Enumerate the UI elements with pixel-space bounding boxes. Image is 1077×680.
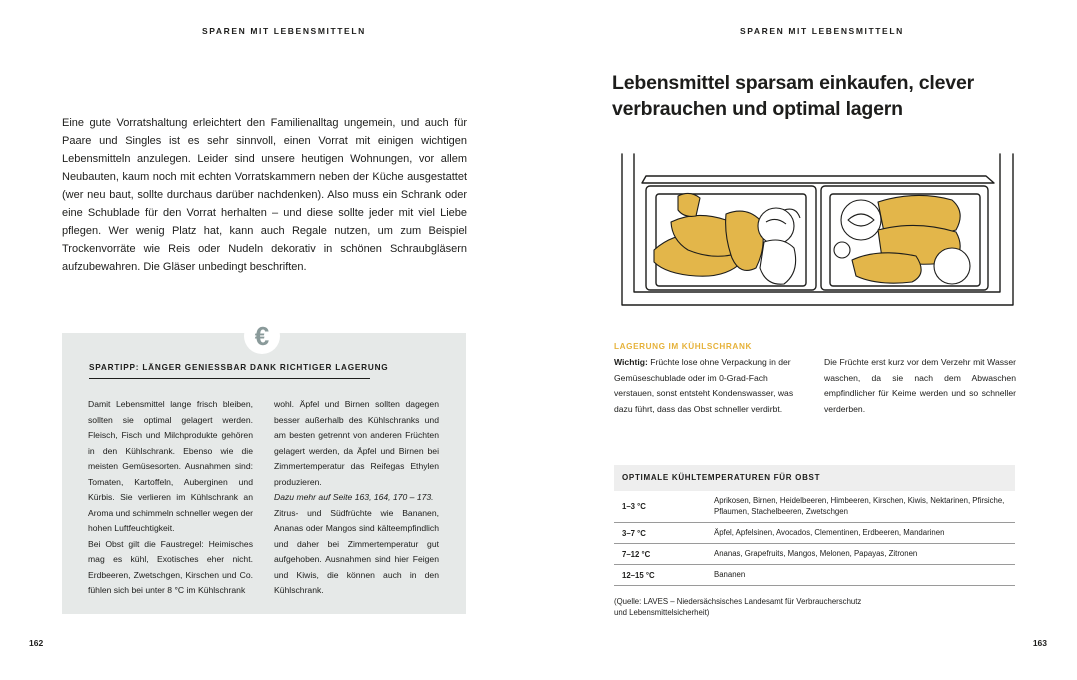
right-page	[538, 0, 1077, 680]
tip-col1-paragraph-2: Bei Obst gilt die Faustregel: Heimisches mag es kühl, Exotisches eher nicht. Erdbeeren, Zwetschgen, Kirschen und Co. fühlen sich bei unter 8 °C im Kühlschrank	[88, 538, 253, 595]
table-header: OPTIMALE KÜHLTEMPERATUREN FÜR OBST	[614, 465, 1015, 491]
page-number-right: 163	[1032, 638, 1047, 648]
tip-column-1	[88, 397, 253, 599]
page-number-left: 162	[29, 638, 44, 648]
temperature-cell: 1–3 °C	[622, 502, 646, 511]
fruits-cell: Ananas, Grapefruits, Mangos, Melonen, Papayas, Zitronen	[714, 548, 918, 558]
table-row	[614, 544, 1015, 565]
left-page: SPAREN MIT LEBENSMITTELN Eine gute Vorratshaltung erleichtert den Familienalltag ungemein, und auch für Paare und Singles ist es sehr sinnvoll, einen Vorrat mit einigen wichtigen Lebensmitteln anzulegen. Leider sind unsere heutigen Wohnungen, vor allem Neubauten, kaum noch mit echten Vorratskammern neben der Küche ausgestattet (wer neu baut, sollte durchaus darüber nachdenken). Also muss ein Schrank oder eine Schublade für den Vorrat herhalten – und diese sollte jeder mit viel Liebe pflegen. Wer wenig Platz hat, kann auch Regale nutzen, um zum Beispiel Trockenvorräte wie Reis oder Nudeln dekorativ in schönen Schraubgläsern aufzubewahren. Die Gläser unbedingt beschriften. SPARTIPP: LÄNGER GENIESSBAR DANK RICHTIGER LAGERUNG Damit Lebensmittel lange frisch bleiben, sollten sie optimal gelagert werden. Fleisch, Fisch und Milchprodukte gehören in den Kühlschrank. Ebenso wie die meisten Gemüsesorten. Ausnahmen sind: Tomaten, Kartoffeln, Auberginen und Kürbis. Sie verlieren im Kühlschrank an Aroma und schimmeln schneller wegen der hohen Luftfeuchtigkeit. Bei Obst gilt die Faustregel: Heimisches mag es kühl, Exotisches eher nicht. Erdbeeren, Zwetschgen, Kirschen und Co. fühlen sich bei unter 8 °C im Kühlschrank wohl. Äpfel und Birnen sollten dagegen besser außerhalb des Kühlschranks und am besten getrennt von anderen Früchten gelagert werden, da Äpfel und Birnen bei Zimmertemperatur das Reifegas Ethylen produzieren. Dazu mehr auf Seite 163, 164, 170 – 173. Zitrus- und Südfrüchte wie Bananen, Ananas oder Mangos sind kälteempfindlich und daher bei Zimmertemperatur gut aufgehoben. Ausnahmen sind hier Feigen und Kiwis, die können auch in den Kühlschrank. € 162	[29, 26, 467, 648]
tip-col2-paragraph-2: Zitrus- und Südfrüchte wie Bananen, Ananas oder Mangos sind kälteempfindlich und daher bei Zimmertemperatur gut aufgehoben. Ausnahmen sind hier Feigen und Kiwis, die können auch in den Kühlschrank.	[274, 507, 439, 595]
tip-title: SPARTIPP: LÄNGER GENIESSBAR DANK RICHTIGER LAGERUNG	[89, 363, 389, 372]
tip-column-2	[274, 397, 439, 599]
temperature-cell: 3–7 °C	[622, 528, 646, 538]
tip-col1-paragraph-1: Damit Lebensmittel lange frisch bleiben, sollten sie optimal gelagert werden. Fleisch, Fisch und Milchprodukte gehören in den Kühlschrank. Ebenso wie die meisten Gemüsesorten. Ausnahmen sind: Tomaten, Kartoffeln, Auberginen und Kürbis. Sie verlieren im Kühlschrank an Aroma und schimmeln schneller wegen der hohen Luftfeuchtigkeit.	[88, 399, 253, 533]
storage-column-1-text: Früchte lose ohne Verpackung in der Gemüseschublade oder im 0-Grad-Fach verstauen, sonst entsteht Kondenswasser, was dazu führt, dass das Obst schneller verdirbt.	[614, 357, 794, 414]
table-row	[614, 565, 1015, 586]
tip-col2-paragraph-1: wohl. Äpfel und Birnen sollten dagegen besser außerhalb des Kühlschranks und am besten getrennt von anderen Früchten gelagert werden, da Äpfel und Birnen bei Zimmertemperatur das Reifegas Ethylen produzieren.	[274, 399, 439, 487]
table-row	[614, 491, 1015, 523]
page-title-line-1: Lebensmittel sparsam einkaufen, clever	[612, 72, 974, 94]
temperature-cell: 12–15 °C	[622, 570, 655, 580]
intro-paragraph: Eine gute Vorratshaltung erleichtert den Familienalltag ungemein, und auch für Paare und Singles ist es sehr sinnvoll, einen Vorrat mit einigen wichtigen Lebensmitteln anzulegen. Leider sind unsere heutigen Wohnungen, vor allem Neubauten, kaum noch mit echten Vorratskammern neben der Küche ausgestattet (wer neu baut, sollte durchaus darüber nachdenken). Also muss ein Schrank oder eine Schublade für den Vorrat herhalten – und diese sollte jeder mit viel Liebe pflegen. Wer wenig Platz hat, kann auch Regale nutzen, um zum Beispiel Trockenvorräte wie Reis oder Nudeln dekorativ in schönen Schraubgläsern aufzubewahren. Die Gläser unbedingt beschriften.	[62, 117, 467, 273]
saving-tip-box	[62, 333, 466, 614]
temperature-cell: 7–12 °C	[622, 549, 651, 559]
source-line-1: (Quelle: LAVES – Niedersächsisches Landesamt für Verbraucherschutz	[614, 597, 862, 606]
storage-section-heading: LAGERUNG IM KÜHLSCHRANK	[614, 342, 752, 351]
euro-icon	[244, 318, 280, 354]
fridge-vegetable-drawer-icon	[616, 150, 1019, 315]
tip-title-rule	[89, 378, 370, 379]
running-head-right: SPAREN MIT LEBENSMITTELN	[740, 26, 904, 36]
page-title-line-2: verbrauchen und optimal lagern	[612, 98, 903, 120]
storage-column-1	[614, 355, 806, 417]
fruits-cell: Aprikosen, Birnen, Heidelbeeren, Himbeeren, Kirschen, Kiwis, Nektarinen, Pfirsiche, Pflaumen, Stachelbeeren, Zwetschgen	[714, 496, 1005, 516]
fruits-cell: Äpfel, Apfelsinen, Avocados, Clementinen, Erdbeeren, Mandarinen	[714, 527, 945, 537]
table-row	[614, 523, 1015, 544]
source-line-2: und Lebensmittelsicherheit)	[614, 607, 710, 617]
page-title	[612, 70, 1032, 122]
euro-symbol: €	[254, 321, 270, 351]
storage-column-2: Die Früchte erst kurz vor dem Verzehr mit Wasser waschen, da sie nach dem Abwaschen empfindlicher für Keime werden und so schneller verderben.	[824, 357, 1016, 414]
fruits-cell: Bananen	[714, 569, 746, 579]
important-label: Wichtig:	[614, 357, 648, 367]
tip-page-reference: Dazu mehr auf Seite 163, 164, 170 – 173.	[274, 492, 434, 502]
source-note	[614, 597, 861, 618]
fruit-temperature-table	[614, 465, 1015, 586]
